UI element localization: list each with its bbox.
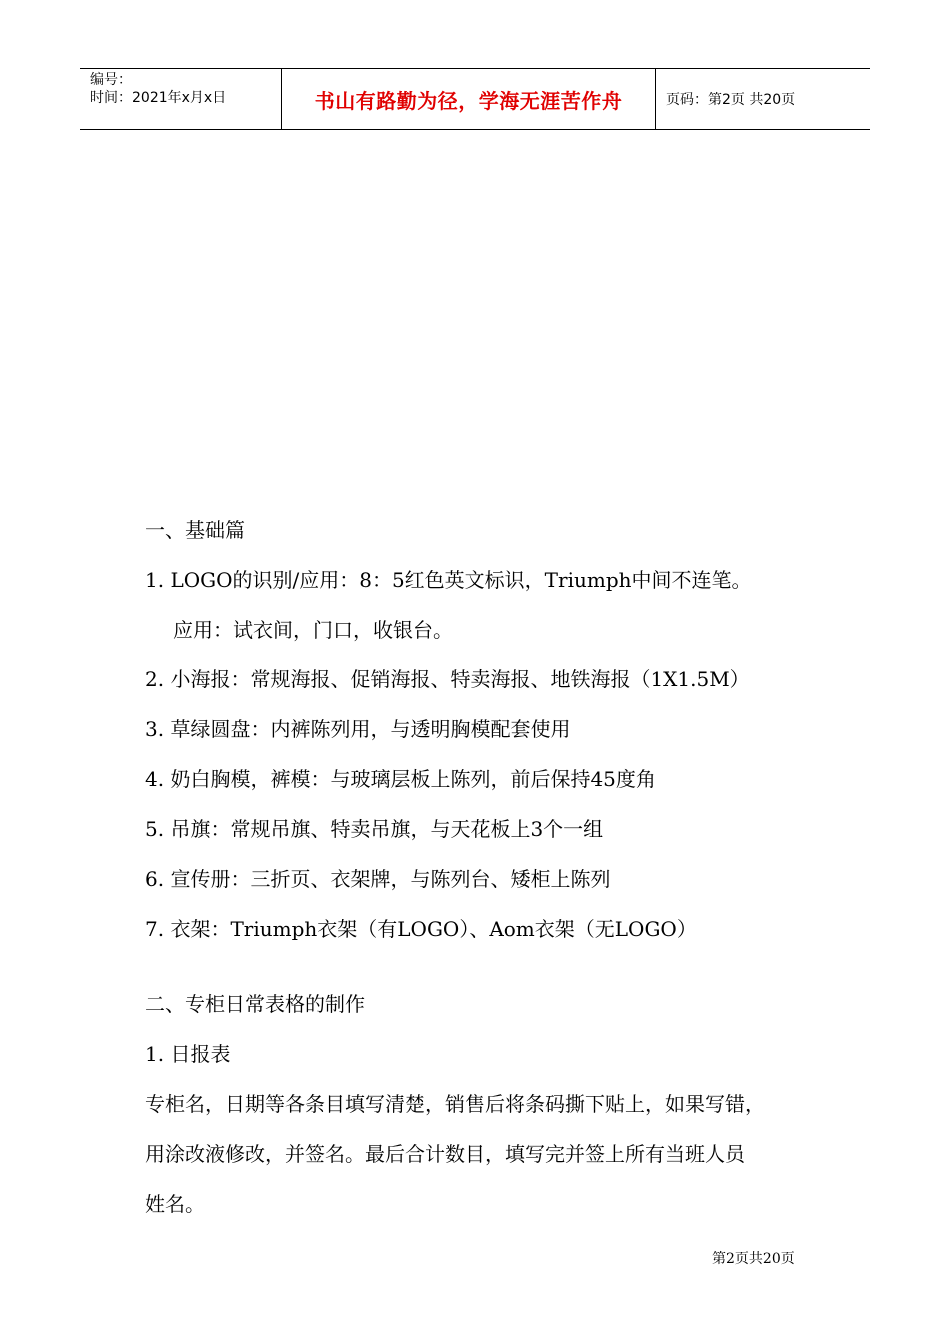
section1-item-3: 3. 草绿圆盘：内裤陈列用，与透明胸模配套使用 [145, 717, 571, 741]
serial-label: 编号： [90, 72, 132, 88]
header-motto: 书山有路勤为径，学海无涯苦作舟 [282, 69, 656, 129]
section1-item-5: 5. 吊旗：常规吊旗、特卖吊旗，与天花板上3个一组 [145, 817, 604, 841]
page-footer: 第2页共20页 [712, 1251, 795, 1267]
header-meta [80, 69, 282, 129]
section2-paragraph-line-3: 姓名。 [145, 1192, 205, 1216]
page-header [80, 68, 870, 130]
section2-paragraph-line-1: 专柜名，日期等各条目填写清楚，销售后将条码撕下贴上，如果写错， [145, 1092, 765, 1116]
header-page-label: 页码：第2页 共20页 [666, 92, 796, 108]
section1-item-1: 1. LOGO的识别/应用：8：5红色英文标识，Triumph中间不连笔。 [145, 568, 752, 592]
section1-heading: 一、基础篇 [145, 518, 245, 542]
section1-item-1-continued: 应用：试衣间，门口，收银台。 [173, 618, 453, 642]
section2-paragraph-line-2: 用涂改液修改，并签名。最后合计数目，填写完并签上所有当班人员 [145, 1142, 745, 1166]
time-label: 时间：2021年x月x日 [90, 90, 227, 106]
section1-item-2: 2. 小海报：常规海报、促销海报、特卖海报、地铁海报（1X1.5M） [145, 667, 750, 691]
section1-item-7: 7. 衣架：Triumph衣架（有LOGO）、Aom衣架（无LOGO） [145, 917, 697, 941]
section2-heading: 二、专柜日常表格的制作 [145, 992, 365, 1016]
section1-item-4: 4. 奶白胸模，裤模：与玻璃层板上陈列，前后保持45度角 [145, 767, 656, 791]
section1-item-6: 6. 宣传册：三折页、衣架牌，与陈列台、矮柜上陈列 [145, 867, 611, 891]
section2-item-1: 1. 日报表 [145, 1042, 231, 1066]
